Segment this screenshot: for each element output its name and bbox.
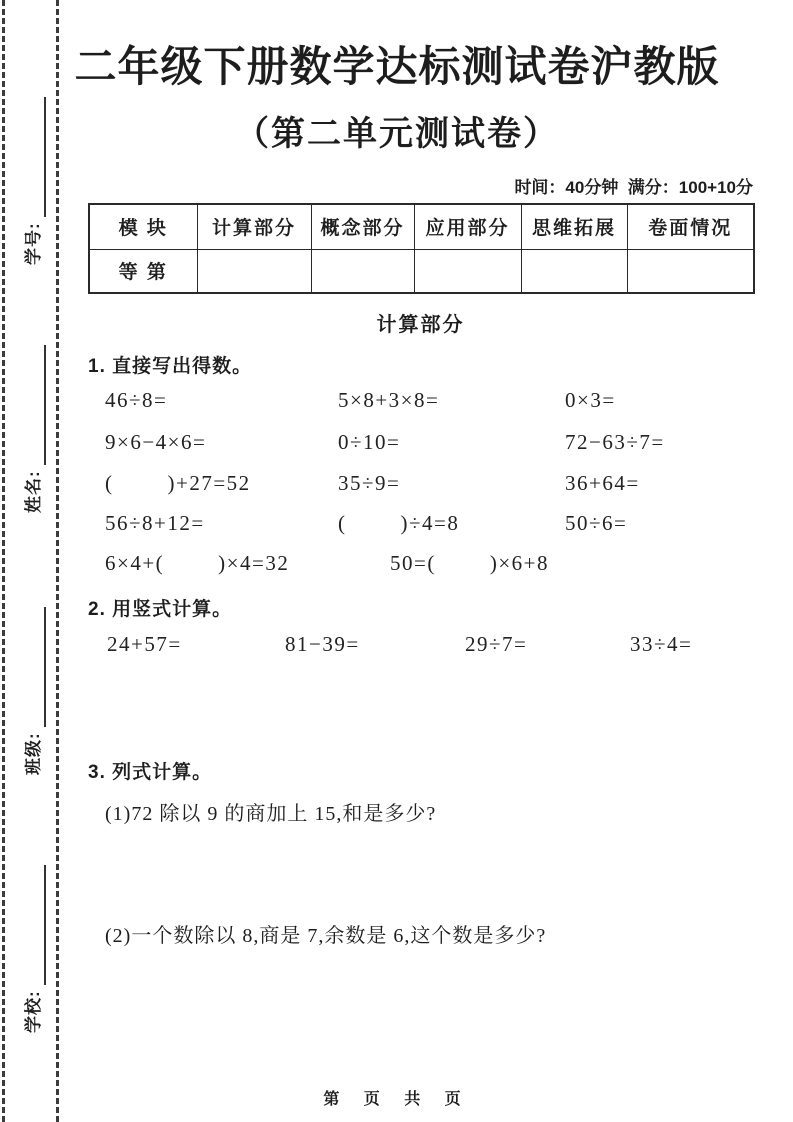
score-table-grade-cell bbox=[311, 249, 414, 293]
score-table-grade-label: 等 第 bbox=[89, 249, 197, 293]
q1-expression: 5×8+3×8= bbox=[338, 388, 440, 412]
page-subtitle: （第二单元测试卷） bbox=[235, 115, 559, 153]
page-number-footer: 第 页 共 页 bbox=[323, 1091, 471, 1108]
page-title: 二年级下册数学达标测试卷沪教版 bbox=[74, 43, 720, 90]
score-table-header-application: 应用部分 bbox=[414, 204, 521, 249]
q2-expression: 81−39= bbox=[285, 632, 360, 656]
seal-dashed-line-outer bbox=[2, 0, 5, 1122]
seal-field-student-id bbox=[20, 75, 46, 265]
question-2-label: 2. 用竖式计算。 bbox=[88, 599, 233, 620]
class-label: 班级: bbox=[24, 732, 43, 775]
q3-word-problem-2: (2)一个数除以 8,商是 7,余数是 6,这个数是多少? bbox=[105, 925, 547, 947]
seal-field-school bbox=[20, 843, 46, 1033]
score-table-header-thinking: 思维拓展 bbox=[521, 204, 627, 249]
section-heading-calculation: 计算部分 bbox=[376, 314, 465, 336]
exam-time-score-info: 时间：40分钟 满分：100+10分 bbox=[514, 178, 753, 197]
q2-expression: 33÷4= bbox=[630, 632, 693, 656]
q1-expression: 36+64= bbox=[565, 471, 640, 495]
school-blank-line bbox=[26, 865, 46, 985]
q2-expression: 29÷7= bbox=[465, 632, 528, 656]
q3-word-problem-1: (1)72 除以 9 的商加上 15,和是多少? bbox=[105, 803, 437, 825]
seal-field-class bbox=[20, 585, 46, 775]
student-id-blank-line bbox=[26, 97, 46, 217]
q2-expression: 24+57= bbox=[107, 632, 182, 656]
q1-expression: 56÷8+12= bbox=[105, 511, 205, 535]
score-table-header-neatness: 卷面情况 bbox=[627, 204, 754, 249]
score-table-grade-cell bbox=[627, 249, 754, 293]
seal-field-name bbox=[20, 323, 46, 513]
school-label: 学校: bbox=[24, 990, 43, 1033]
q1-expression: 50÷6= bbox=[565, 511, 628, 535]
score-table-header-calculation: 计算部分 bbox=[197, 204, 311, 249]
question-1-label: 1. 直接写出得数。 bbox=[88, 356, 253, 377]
q1-expression: ( )+27=52 bbox=[105, 471, 251, 495]
student-id-label: 学号: bbox=[24, 222, 43, 265]
q1-expression: 50=( )×6+8 bbox=[390, 551, 550, 575]
score-table-grade-cell bbox=[197, 249, 311, 293]
seal-dashed-line-inner bbox=[56, 0, 59, 1122]
question-3-label: 3. 列式计算。 bbox=[88, 762, 213, 783]
q1-expression: 0×3= bbox=[565, 388, 616, 412]
class-blank-line bbox=[26, 607, 46, 727]
q1-expression: 35÷9= bbox=[338, 471, 401, 495]
q1-expression: 6×4+( )×4=32 bbox=[105, 551, 290, 575]
name-blank-line bbox=[26, 345, 46, 465]
q1-expression: 72−63÷7= bbox=[565, 430, 665, 454]
score-table-grade-cell bbox=[521, 249, 627, 293]
q1-expression: ( )÷4=8 bbox=[338, 511, 460, 535]
q1-expression: 46÷8= bbox=[105, 388, 168, 412]
name-label: 姓名: bbox=[24, 470, 43, 513]
score-table-header-concept: 概念部分 bbox=[311, 204, 414, 249]
score-table bbox=[88, 203, 755, 294]
q1-expression: 0÷10= bbox=[338, 430, 401, 454]
score-table-grade-cell bbox=[414, 249, 521, 293]
score-table-header-module: 模 块 bbox=[89, 204, 197, 249]
q1-expression: 9×6−4×6= bbox=[105, 430, 207, 454]
